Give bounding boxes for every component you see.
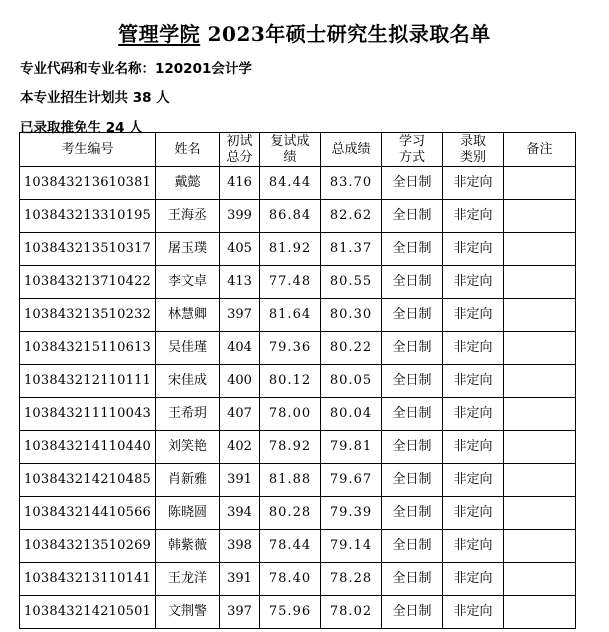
initial-score-cell: 413 [220, 266, 260, 299]
initial-score-cell: 402 [220, 431, 260, 464]
initial-score-cell: 397 [220, 596, 260, 629]
study-mode-cell: 全日制 [382, 431, 443, 464]
column-header-text: 方式 [398, 149, 425, 165]
total-score-cell: 80.04 [321, 398, 382, 431]
retest-score-cell: 84.44 [260, 167, 321, 200]
retest-score-cell: 78.40 [260, 563, 321, 596]
admission-type-cell: 非定向 [443, 464, 504, 497]
name-cell: 林慧卿 [156, 299, 220, 332]
remarks-cell [504, 398, 576, 431]
admission-type-cell: 非定向 [443, 530, 504, 563]
title-text: 2023年硕士研究生拟录取名单 [207, 22, 491, 46]
initial-score-cell: 398 [220, 530, 260, 563]
total-score-cell: 83.70 [321, 167, 382, 200]
candidate-id-cell: 103843214210485 [20, 464, 156, 497]
study-mode-cell: 全日制 [382, 233, 443, 266]
remarks-cell [504, 332, 576, 365]
total-score-cell: 78.28 [321, 563, 382, 596]
study-mode-cell: 全日制 [382, 497, 443, 530]
document-title [0, 18, 609, 47]
remarks-cell [504, 200, 576, 233]
candidate-id-cell: 103843213110141 [20, 563, 156, 596]
remarks-cell [504, 497, 576, 530]
column-header [20, 133, 156, 167]
column-header-text: 备注 [526, 141, 553, 157]
table-row [20, 464, 576, 497]
header-row [20, 133, 576, 167]
name-cell: 宋佳成 [156, 365, 220, 398]
remarks-cell [504, 233, 576, 266]
total-score-cell: 80.30 [321, 299, 382, 332]
remarks-cell [504, 431, 576, 464]
initial-score-cell: 416 [220, 167, 260, 200]
study-mode-cell: 全日制 [382, 530, 443, 563]
retest-score-cell: 78.00 [260, 398, 321, 431]
candidate-id-cell: 103843214110440 [20, 431, 156, 464]
table-row [20, 431, 576, 464]
column-header-text: 绩 [283, 149, 297, 165]
admission-type-cell: 非定向 [443, 233, 504, 266]
candidate-id-cell: 103843214210501 [20, 596, 156, 629]
name-cell: 王希玥 [156, 398, 220, 431]
table-row [20, 563, 576, 596]
name-cell: 刘笑艳 [156, 431, 220, 464]
name-cell: 肖新雅 [156, 464, 220, 497]
total-score-cell: 81.37 [321, 233, 382, 266]
candidate-id-cell: 103843214410566 [20, 497, 156, 530]
admission-type-cell: 非定向 [443, 200, 504, 233]
initial-score-cell: 399 [220, 200, 260, 233]
name-cell: 王龙洋 [156, 563, 220, 596]
remarks-cell [504, 266, 576, 299]
study-mode-cell: 全日制 [382, 299, 443, 332]
name-cell: 戴懿 [156, 167, 220, 200]
remarks-cell [504, 596, 576, 629]
admission-type-cell: 非定向 [443, 431, 504, 464]
name-cell: 韩紫薇 [156, 530, 220, 563]
column-header [260, 133, 321, 167]
study-mode-cell: 全日制 [382, 365, 443, 398]
remarks-cell [504, 464, 576, 497]
study-mode-cell: 全日制 [382, 464, 443, 497]
candidate-id-cell: 103843213710422 [20, 266, 156, 299]
initial-score-cell: 394 [220, 497, 260, 530]
remarks-cell [504, 299, 576, 332]
table-body [20, 167, 576, 629]
study-mode-cell: 全日制 [382, 200, 443, 233]
column-header [504, 133, 576, 167]
initial-score-cell: 400 [220, 365, 260, 398]
remarks-cell [504, 167, 576, 200]
total-score-cell: 80.05 [321, 365, 382, 398]
name-cell: 文荆警 [156, 596, 220, 629]
exempt-count: 已录取推免生 24 人 [20, 120, 143, 136]
column-header [382, 133, 443, 167]
name-cell: 吴佳瑾 [156, 332, 220, 365]
column-header-text: 学习 [398, 133, 425, 149]
column-header-text: 初试 [226, 133, 253, 149]
retest-score-cell: 78.92 [260, 431, 321, 464]
admission-type-cell: 非定向 [443, 563, 504, 596]
initial-score-cell: 391 [220, 464, 260, 497]
retest-score-cell: 77.48 [260, 266, 321, 299]
initial-score-cell: 397 [220, 299, 260, 332]
candidate-id-cell: 103843212110111 [20, 365, 156, 398]
initial-score-cell: 405 [220, 233, 260, 266]
column-header-text: 复试成 [270, 133, 310, 149]
column-header [321, 133, 382, 167]
candidate-id-cell: 103843215110613 [20, 332, 156, 365]
enrollment-plan: 本专业招生计划共 38 人 [20, 90, 170, 106]
remarks-cell [504, 530, 576, 563]
table-row [20, 398, 576, 431]
column-header-text: 录取 [459, 133, 486, 149]
name-cell: 王海丞 [156, 200, 220, 233]
column-header-text: 总分 [226, 149, 253, 165]
table-row [20, 167, 576, 200]
retest-score-cell: 78.44 [260, 530, 321, 563]
study-mode-cell: 全日制 [382, 167, 443, 200]
total-score-cell: 79.81 [321, 431, 382, 464]
total-score-cell: 79.39 [321, 497, 382, 530]
table-row [20, 299, 576, 332]
study-mode-cell: 全日制 [382, 266, 443, 299]
initial-score-cell: 391 [220, 563, 260, 596]
candidate-id-cell: 103843213510317 [20, 233, 156, 266]
admission-type-cell: 非定向 [443, 398, 504, 431]
candidate-id-cell: 103843213310195 [20, 200, 156, 233]
total-score-cell: 79.67 [321, 464, 382, 497]
study-mode-cell: 全日制 [382, 596, 443, 629]
table-row [20, 497, 576, 530]
name-cell: 陈晓圆 [156, 497, 220, 530]
candidate-id-cell: 103843213610381 [20, 167, 156, 200]
admission-type-cell: 非定向 [443, 497, 504, 530]
admission-type-cell: 非定向 [443, 167, 504, 200]
remarks-cell [504, 563, 576, 596]
total-score-cell: 80.22 [321, 332, 382, 365]
column-header [220, 133, 260, 167]
retest-score-cell: 80.28 [260, 497, 321, 530]
column-header-text: 考生编号 [61, 141, 114, 157]
retest-score-cell: 86.84 [260, 200, 321, 233]
candidate-id-cell: 103843213510269 [20, 530, 156, 563]
candidate-id-cell: 103843213510232 [20, 299, 156, 332]
total-score-cell: 80.55 [321, 266, 382, 299]
admission-type-cell: 非定向 [443, 596, 504, 629]
retest-score-cell: 79.36 [260, 332, 321, 365]
column-header [156, 133, 220, 167]
retest-score-cell: 75.96 [260, 596, 321, 629]
total-score-cell: 78.02 [321, 596, 382, 629]
study-mode-cell: 全日制 [382, 563, 443, 596]
table-row [20, 266, 576, 299]
column-header-text: 类别 [459, 149, 486, 165]
name-cell: 屠玉璞 [156, 233, 220, 266]
initial-score-cell: 407 [220, 398, 260, 431]
name-cell: 李文卓 [156, 266, 220, 299]
table-row [20, 332, 576, 365]
table-row [20, 530, 576, 563]
total-score-cell: 79.14 [321, 530, 382, 563]
table-row [20, 365, 576, 398]
retest-score-cell: 81.88 [260, 464, 321, 497]
major-info: 专业代码和专业名称：120201会计学 [20, 61, 252, 77]
study-mode-cell: 全日制 [382, 398, 443, 431]
admission-type-cell: 非定向 [443, 332, 504, 365]
retest-score-cell: 80.12 [260, 365, 321, 398]
college-name: 管理学院 [118, 22, 201, 46]
table-row [20, 233, 576, 266]
study-mode-cell: 全日制 [382, 332, 443, 365]
retest-score-cell: 81.92 [260, 233, 321, 266]
column-header [443, 133, 504, 167]
initial-score-cell: 404 [220, 332, 260, 365]
retest-score-cell: 81.64 [260, 299, 321, 332]
admission-table [19, 132, 576, 629]
admission-type-cell: 非定向 [443, 266, 504, 299]
column-header-text: 姓名 [174, 141, 201, 157]
candidate-id-cell: 103843211110043 [20, 398, 156, 431]
admission-type-cell: 非定向 [443, 365, 504, 398]
table-row [20, 200, 576, 233]
remarks-cell [504, 365, 576, 398]
total-score-cell: 82.62 [321, 200, 382, 233]
column-header-text: 总成绩 [331, 141, 371, 157]
table-row [20, 596, 576, 629]
admission-type-cell: 非定向 [443, 299, 504, 332]
